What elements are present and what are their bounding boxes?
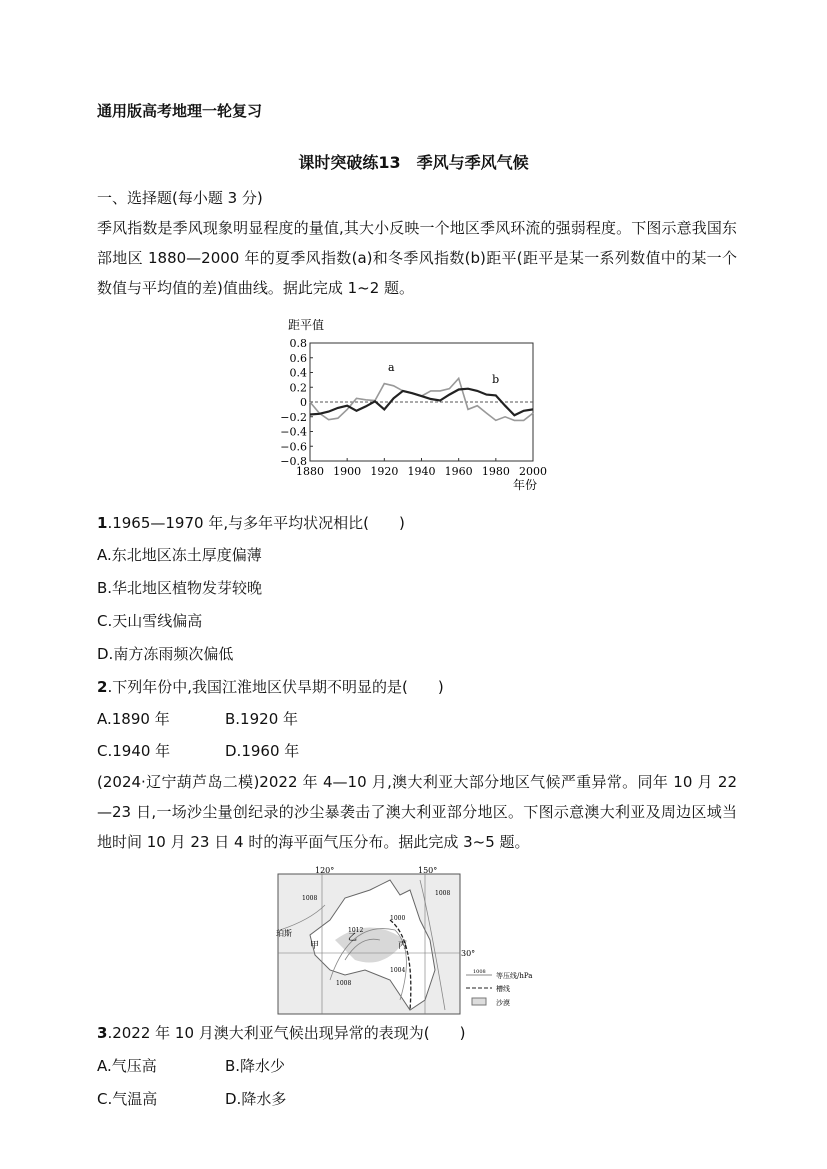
y-tick-label: −0.6 <box>280 440 307 454</box>
q-stem: .2022 年 10 月澳大利亚气候出现异常的表现为( ) <box>107 1024 466 1042</box>
q-number: 2 <box>97 678 108 696</box>
series-label-a: a <box>388 361 395 375</box>
lon-label: 120° <box>315 866 335 875</box>
x-tick-label: 2000 <box>519 465 547 478</box>
isobar-label: 1008 <box>302 895 318 902</box>
y-tick-label: 0.8 <box>289 337 307 350</box>
y-tick-label: 0 <box>300 396 307 409</box>
legend-sample: 1008 <box>473 969 486 975</box>
question-1 <box>97 512 405 533</box>
x-tick-label: 1920 <box>370 465 399 478</box>
q-stem: .下列年份中,我国江淮地区伏旱期不明显的是( ) <box>107 678 444 696</box>
option: C.天山雪线偏高 <box>97 612 203 630</box>
option: A.1890 年 <box>97 710 170 728</box>
legend-label: 槽线 <box>496 985 510 993</box>
isobar-label: 1008 <box>336 980 352 987</box>
legend-label: 沙漠 <box>496 999 510 1007</box>
series-label-b: b <box>492 372 500 386</box>
y-tick-label: −0.2 <box>280 410 307 424</box>
lat-label: 30° <box>461 949 476 958</box>
q-number: 1 <box>97 514 108 532</box>
option: A.气压高 <box>97 1057 157 1075</box>
section-heading: 一、选择题(每小题 3 分) <box>97 189 263 207</box>
option: D.降水多 <box>225 1090 287 1108</box>
lon-label: 150° <box>418 866 438 875</box>
q-number: 3 <box>97 1024 108 1042</box>
option: C.1940 年 <box>97 742 171 760</box>
y-tick-label: −0.4 <box>280 425 307 439</box>
y-tick-label: −0.8 <box>280 455 307 468</box>
intro-paragraph-2: (2024·辽宁葫芦岛二模)2022 年 4—10 月,澳大利亚大部分地区气候严重异常。同年 10 月 22—23 日,一场沙尘量创纪录的沙尘暴袭击了澳大利亚部分地区。下图示意澳大利亚及周边区域当地时间 10 月 23 日 4 时的海平面气压分布。据此完成 3~5 题。 <box>97 773 737 851</box>
x-tick-label: 1940 <box>407 465 436 478</box>
option: B.降水少 <box>225 1057 286 1075</box>
legend-label: 等压线/hPa <box>496 972 533 980</box>
isobar-label: 1008 <box>435 890 451 897</box>
option: B.1920 年 <box>225 710 299 728</box>
q-stem: .1965—1970 年,与多年平均状况相比( ) <box>107 514 405 532</box>
option: B.华北地区植物发芽较晚 <box>97 579 263 597</box>
isobar-label: 1000 <box>390 915 406 922</box>
region-label: 丙 <box>398 941 408 951</box>
monsoon-chart <box>270 315 560 500</box>
x-tick-label: 1960 <box>444 465 473 478</box>
x-tick-label: 1900 <box>333 465 362 478</box>
y-tick-label: 0.4 <box>289 366 307 380</box>
x-tick-label: 1980 <box>481 465 510 478</box>
y-axis-label: 距平值 <box>288 318 325 332</box>
city-label: 珀斯 <box>276 929 292 938</box>
region-label: 乙 <box>348 933 358 943</box>
x-tick-label: 1880 <box>296 465 324 478</box>
page-title: 课时突破练13 季风与季风气候 <box>298 153 529 172</box>
question-3 <box>97 1022 465 1043</box>
legend-desert-swatch <box>472 998 486 1005</box>
header: 通用版高考地理一轮复习 <box>97 102 263 120</box>
isobar-label: 1004 <box>390 967 406 974</box>
pressure-map <box>270 860 560 1020</box>
isobar-label: 1012 <box>348 927 364 934</box>
x-axis-label: 年份 <box>513 478 538 492</box>
y-tick-label: 0.6 <box>289 351 307 365</box>
option: C.气温高 <box>97 1090 158 1108</box>
y-tick-label: 0.2 <box>289 381 307 395</box>
region-label: 甲 <box>310 941 320 951</box>
question-2 <box>97 676 444 697</box>
intro-paragraph-1: 季风指数是季风现象明显程度的量值,其大小反映一个地区季风环流的强弱程度。下图示意我国东部地区 1880—2000 年的夏季风指数(a)和冬季风指数(b)距平(距平是某一系列数值中的某一个数值与平均值的差)值曲线。据此完成 1~2 题。 <box>97 219 737 297</box>
option: D.南方冻雨频次偏低 <box>97 645 234 663</box>
option: A.东北地区冻土厚度偏薄 <box>97 546 262 564</box>
option: D.1960 年 <box>225 742 300 760</box>
